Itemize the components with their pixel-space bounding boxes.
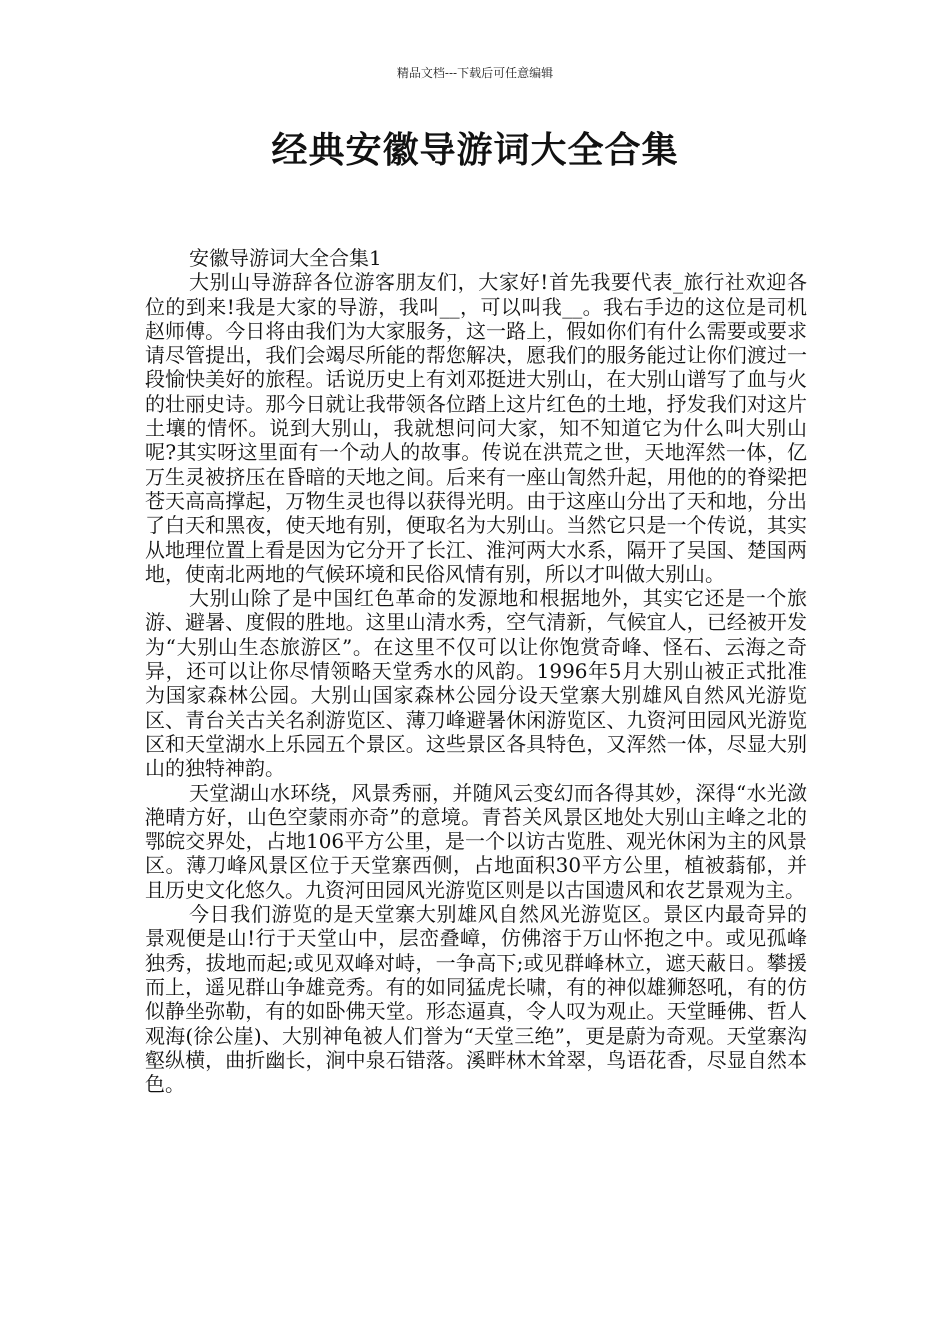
section-heading: 安徽导游词大全合集1 (189, 246, 382, 270)
paragraph: 今日我们游览的是天堂寨大别雄风自然风光游览区。景区内最奇异的景观便是山!行于天堂山中，层峦叠嶂，仿佛溶于万山怀抱之中。或见孤峰独秀，拔地而起;或见双峰对峙，一争高下;或见群峰林立，遮天蔽日。攀援而上，遥见群山争雄竞秀。有的如同猛虎长啸，有的神似雄狮怒吼，有的仿似静坐弥勒，有的如卧佛天堂。形态逼真，令人叹为观止。天堂睡佛、哲人观海(徐公崖)、大别神龟被人们誉为“天堂三绝”，更是蔚为奇观。天堂寨沟壑纵横，曲折幽长，涧中泉石错落。溪畔林木耸翠，鸟语花香，尽显自然本色。 (145, 902, 807, 1097)
paragraph: 天堂湖山水环绕，风景秀丽，并随风云变幻而各得其妙，深得“水光潋滟晴方好，山色空蒙雨亦奇”的意境。青苔关风景区地处大别山主峰之北的鄂皖交界处，占地106平方公里，是一个以访古览胜、观光休闲为主的风景区。薄刀峰风景区位于天堂寨西侧，占地面积30平方公里，植被蓊郁，并且历史文化悠久。九资河田园风光游览区则是以古国遗风和农艺景观为主。 (145, 780, 807, 902)
header-note: 精品文档---下载后可任意编辑 (396, 66, 554, 80)
paragraph: 大别山导游辞各位游客朋友们，大家好!首先我要代表_旅行社欢迎各位的到来!我是大家的导游，我叫__，可以叫我__。我右手边的这位是司机赵师傅。今日将由我们为大家服务，这一路上，假如你们有什么需要或要求请尽管提出，我们会竭尽所能的帮您解决，愿我们的服务能过让你们渡过一段愉快美好的旅程。话说历史上有刘邓挺进大别山，在大别山谱写了血与火的壮丽史诗。那今日就让我带领各位踏上这片红色的土地，抒发我们对这片土壤的情怀。说到大别山，我就想问问大家，知不知道它为什么叫大别山呢?其实呀这里面有一个动人的故事。传说在洪荒之世，天地浑然一体，亿万生灵被挤压在昏暗的天地之间。后来有一座山訇然升起，用他的的脊梁把苍天高高撑起，万物生灵也得以获得光明。由于这座山分出了天和地，分出了白天和黑夜，使天地有别，便取名为大别山。当然它只是一个传说，其实从地理位置上看是因为它分开了长江、淮河两大水系，隔开了吴国、楚国两地，使南北两地的气候环境和民俗风情有别，所以才叫做大别山。 (145, 270, 807, 586)
paragraph: 大别山除了是中国红色革命的发源地和根据地外，其实它还是一个旅游、避暑、度假的胜地。这里山清水秀，空气清新，气候宜人，已经被开发为“大别山生态旅游区”。在这里不仅可以让你饱赏奇峰、怪石、云海之奇异，还可以让你尽情领略天堂秀水的风韵。1996年5月大别山被正式批准为国家森林公园。大别山国家森林公园分设天堂寨大别雄风自然风光游览区、青台关古关名刹游览区、薄刀峰避暑休闲游览区、九资河田园风光游览区和天堂湖水上乐园五个景区。这些景区各具特色，又浑然一体，尽显大别山的独特神韵。 (145, 586, 807, 781)
document-body (145, 246, 807, 1096)
document-title: 经典安徽导游词大全合集 (271, 130, 679, 171)
